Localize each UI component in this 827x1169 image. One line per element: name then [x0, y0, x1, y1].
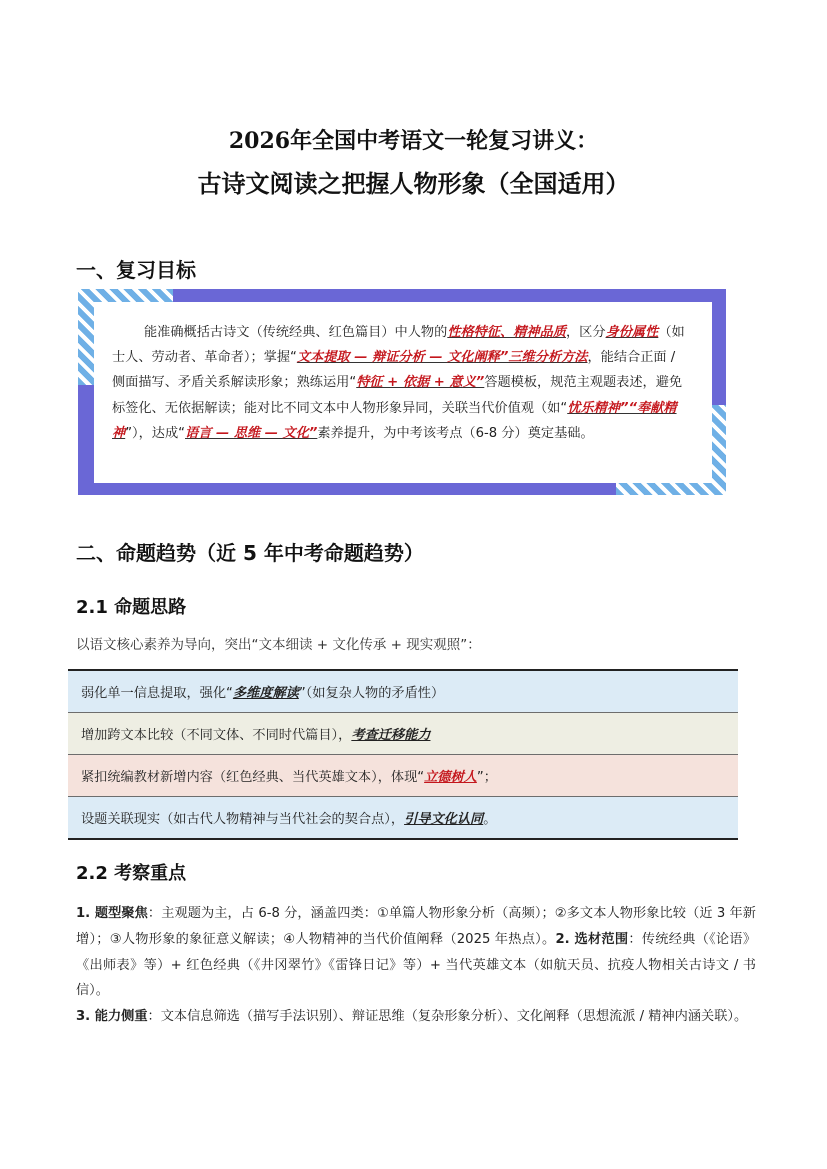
- section2-heading: 二、命题趋势（近 5 年中考命题趋势）: [76, 541, 424, 565]
- emphasis-text: 立德树人: [424, 770, 477, 785]
- table-row: [68, 755, 738, 797]
- emphasis-text: 身份属性: [605, 325, 659, 340]
- trend-table: [68, 669, 738, 840]
- subsection-2-2-heading: 2.2 考察重点: [76, 863, 187, 884]
- document-title-line2: 古诗文阅读之把握人物形象（全国适用）: [197, 169, 630, 198]
- focus-label: 1. 题型聚焦: [76, 906, 148, 921]
- document-title-line1: 2026年全国中考语文一轮复习讲义：: [228, 128, 599, 154]
- emphasis-text: 考查迁移能力: [351, 728, 431, 743]
- table-cell: 弱化单一信息提取，强化“多维度解读”（如复杂人物的矛盾性）: [68, 670, 738, 713]
- emphasis-text: 性格特征、精神品质: [447, 325, 566, 340]
- table-cell: 紧扣统编教材新增内容（红色经典、当代英雄文本），体现“立德树人”；: [68, 755, 738, 797]
- emphasis-text: 忧乐精神”“奉献精神: [112, 400, 677, 441]
- subsection-2-1-lead: 以语文核心素养为导向，突出“文本细读 + 文化传承 + 现实观照”：: [76, 637, 481, 653]
- exam-focus-text: 1. 题型聚焦：主观题为主，占 6-8 分，涵盖四类：①单篇人物形象分析（高频）；②多文本人物形象比较（近 3 年新增）；③人物形象的象征意义解读；④人物精神的当代价值阐释（2025 年热点）。2. 选材范围：传统经典（《论语》《出师表》等）+ 红色经典（《井冈翠竹》《雷锋日记》等）+ 当代英雄文本（如航天员、抗疫人物相关古诗文 / 书信）。 3. 能力侧重：文本信息筛选（描写手法识别）、辩证思维（复杂形象分析）、文化阐释（思想流派 / 精神内涵关联）。: [76, 906, 757, 1025]
- table-cell: 设题关联现实（如古代人物精神与当代社会的契合点），引导文化认同。: [68, 797, 738, 840]
- table-cell: 增加跨文本比较（不同文体、不同时代篇目），考查迁移能力: [68, 713, 738, 755]
- focus-label: 2. 选材范围: [555, 931, 629, 947]
- table-row: [68, 713, 738, 755]
- emphasis-text: 引导文化认同: [404, 812, 484, 827]
- section1-heading: 一、复习目标: [76, 258, 196, 282]
- emphasis-text: 特征 + 依据 + 意义”: [356, 375, 485, 391]
- subsection-2-1-heading: 2.1 命题思路: [76, 597, 187, 618]
- emphasis-text: 语言 — 思维 — 文化”: [185, 425, 318, 441]
- table-row: [68, 797, 738, 840]
- focus-label: 3. 能力侧重: [76, 1009, 148, 1025]
- emphasis-text: 文本提取 — 辩证分析 — 文化阐释”三维分析方法: [296, 350, 588, 366]
- table-row: [68, 670, 738, 713]
- emphasis-text: 多维度解读: [232, 686, 299, 701]
- objectives-text: 能准确概括古诗文（传统经典、红色篇目）中人物的性格特征、精神品质，区分身份属性（如士人、劳动者、革命者）；掌握“文本提取 — 辩证分析 — 文化阐释”三维分析方法，能结合正面 / 侧面描写、矛盾关系解读形象；熟练运用“特征 + 依据 + 意义”答题模板，规范主观题表述，避免标签化、无依据解读；能对比不同文本中人物形象异同，关联当代价值观（如“忧乐精神”“奉献精神”），达成“语言 — 思维 — 文化”素养提升，为中考该考点（6-8 分）奠定基础。: [112, 325, 685, 441]
